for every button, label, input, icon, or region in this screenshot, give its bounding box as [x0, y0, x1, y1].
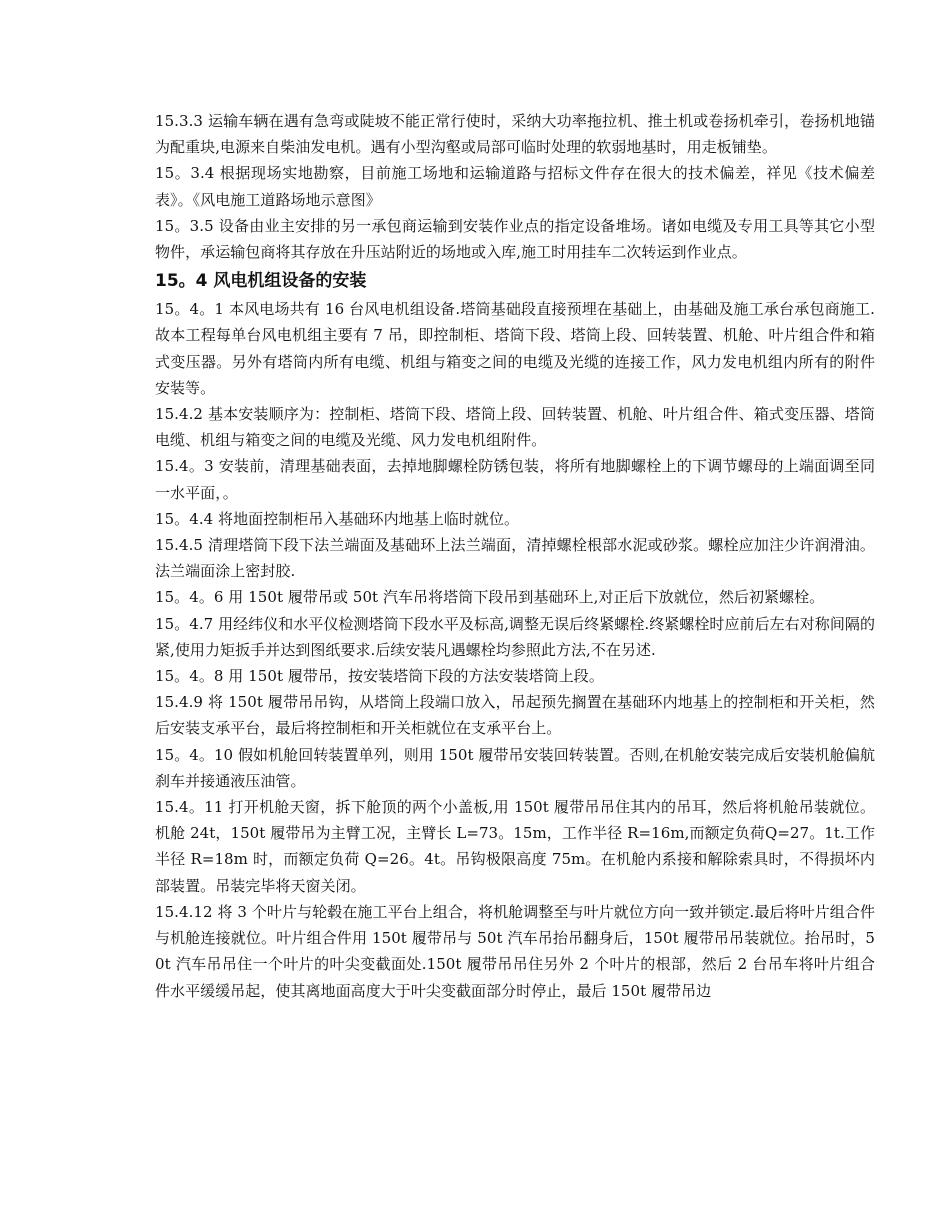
paragraph-15-4-11: 15.4。11 打开机舱天窗，拆下舱顶的两个小盖板,用 150t 履带吊吊住其内的吊耳，然后将机舱吊装就位。机舱 24t，150t 履带吊为主臂工况，主臂长 L=73。15m，工作半径 R=16m,而额定负荷Q=27。1t.工作半径 R=18m 时，而额定负荷 Q=26。4t。吊钩极限高度 75m。在机舱内系接和解除索具时，不得损坏内部装置。吊装完毕将天窗关闭。	[155, 798, 875, 895]
paragraph-15-4-3: 15.4。3 安装前，清理基础表面，去掉地脚螺栓防锈包装，将所有地脚螺栓上的下调节螺母的上端面调至同一水平面，。	[155, 457, 875, 502]
paragraph-15-3-4: 15。3.4 根据现场实地勘察，目前施工场地和运输道路与招标文件存在很大的技术偏差，祥见《技术偏差表》。《风电施工道路场地示意图》	[155, 164, 875, 209]
paragraph-15-4-7: 15。4.7 用经纬仪和水平仪检测塔筒下段水平及标高,调整无误后终紧螺栓.终紧螺栓时应前后左右对称间隔的紧,使用力矩扳手并达到图纸要求.后续安装凡遇螺栓均参照此方法,不在另述.	[155, 614, 875, 659]
paragraph-15-4-2: 15.4.2 基本安装顺序为：控制柜、塔筒下段、塔筒上段、回转装置、机舱、叶片组合件、箱式变压器、塔筒电缆、机组与箱变之间的电缆及光缆、风力发电机组附件。	[155, 405, 875, 450]
document-page	[155, 108, 875, 1004]
section-heading-15-4: 15。4 风电机组设备的安装	[155, 271, 367, 292]
paragraph-15-3-3: 15.3.3 运输车辆在遇有急弯或陡坡不能正常行使时，采纳大功率拖拉机、推土机或卷扬机牵引，卷扬机地锚为配重块,电源来自柴油发电机。遇有小型沟壑或局部可临时处理的软弱地基时，用走板铺垫。	[155, 112, 875, 157]
paragraph-15-3-5: 15。3.5 设备由业主安排的另一承包商运输到安装作业点的指定设备堆场。诸如电缆及专用工具等其它小型物件，承运输包商将其存放在升压站附近的场地或入库,施工时用挂车二次转运到作业点。	[155, 216, 875, 262]
paragraph-15-4-6: 15。4。6 用 150t 履带吊或 50t 汽车吊将塔筒下段吊到基础环上,对正后下放就位，然后初紧螺栓。	[155, 588, 825, 607]
paragraph-15-4-10: 15。4。10 假如机舱回转装置单列，则用 150t 履带吊安装回转装置。否则,在机舱安装完成后安装机舱偏航刹车并接通液压油管。	[155, 745, 875, 790]
paragraph-15-4-8: 15。4。8 用 150t 履带吊，按安装塔筒下段的方法安装塔筒上段。	[155, 667, 604, 686]
paragraph-15-4-5: 15.4.5 清理塔筒下段下法兰端面及基础环上法兰端面，清掉螺栓根部水泥或砂浆。螺栓应加注少许润滑油。法兰端面涂上密封胶.	[155, 536, 875, 581]
paragraph-15-4-1: 15。4。1 本风电场共有 16 台风电机组设备.塔筒基础段直接预埋在基础上，由基础及施工承台承包商施工.故本工程每单台风电机组主要有 7 吊，即控制柜、塔筒下段、塔筒上段、回转装置、机舱、叶片组合件和箱式变压器。另外有塔筒内所有电缆、机组与箱变之间的电缆及光缆的连接工作，风力发电机组内所有的附件安装等。	[155, 300, 875, 397]
paragraph-15-4-12: 15.4.12 将 3 个叶片与轮毂在施工平台上组合，将机舱调整至与叶片就位方向一致并锁定.最后将叶片组合件与机舱连接就位。叶片组合件用 150t 履带吊与 50t 汽车吊抬吊翻身后，150t 履带吊吊装就位。抬吊时，50t 汽车吊吊住一个叶片的叶尖变截面处.150t 履带吊吊住另外 2 个叶片的根部，然后 2 台吊车将叶片组合件水平缓缓吊起，使其离地面高度大于叶尖变截面部分时停止，最后 150t 履带吊边	[155, 902, 875, 1000]
paragraph-15-4-4: 15。4.4 将地面控制柜吊入基础环内地基上临时就位。	[155, 509, 520, 528]
paragraph-15-4-9: 15.4.9 将 150t 履带吊吊钩，从塔筒上段端口放入，吊起预先搁置在基础环内地基上的控制柜和开关柜，然后安装支承平台，最后将控制柜和开关柜就位在支承平台上。	[155, 693, 875, 738]
